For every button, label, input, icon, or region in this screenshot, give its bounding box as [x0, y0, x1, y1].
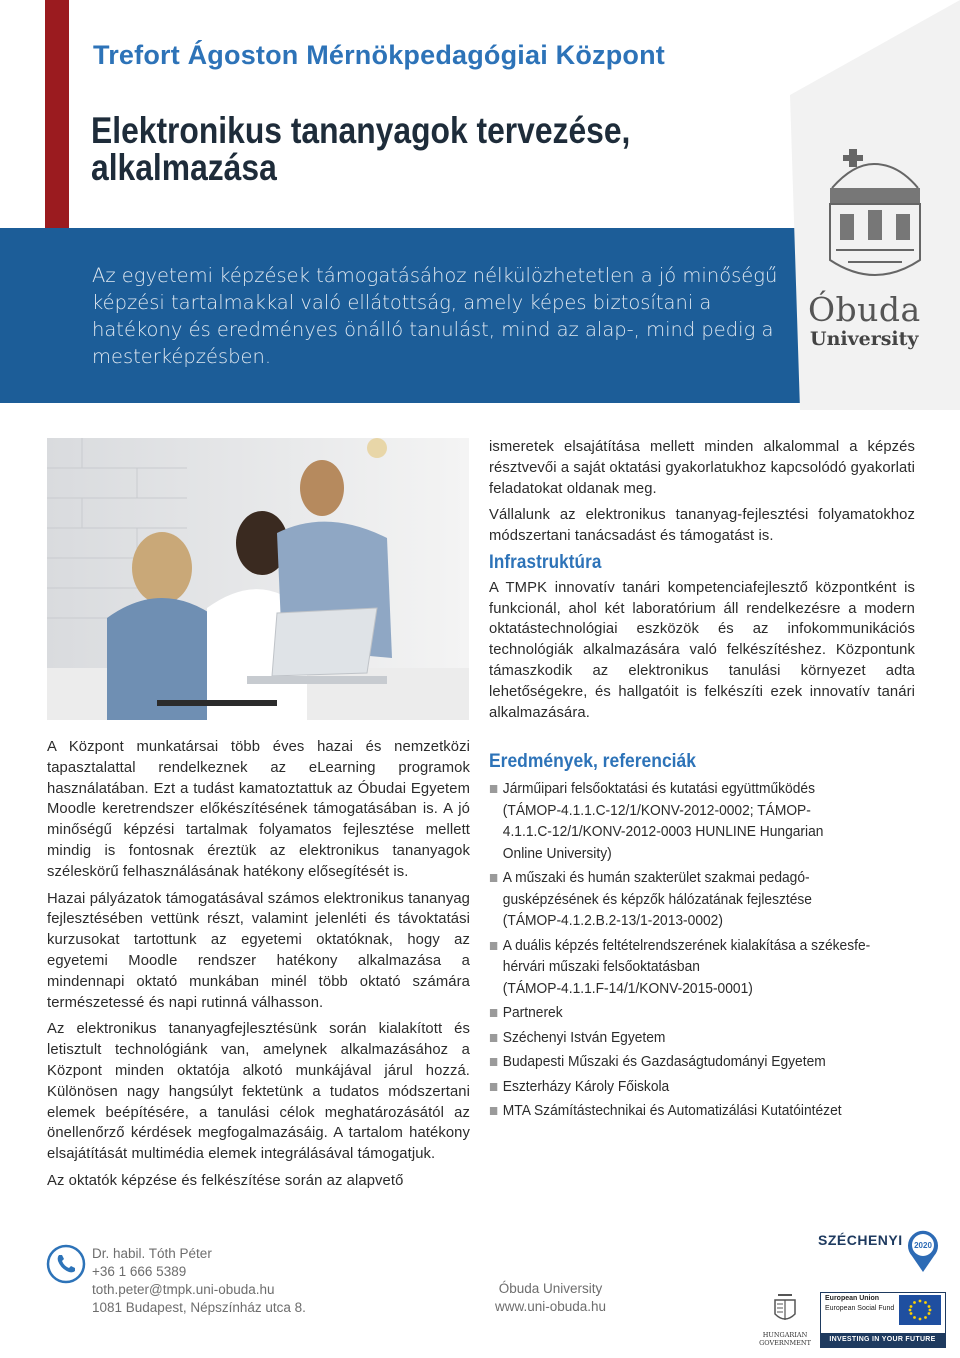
square-bullet-icon — [490, 785, 497, 793]
paragraph: Az oktatók képzése és felkészítése során az alapvető — [47, 1172, 404, 1189]
list-item: Budapesti Műszaki és Gazdaságtudományi Egyetem — [489, 1051, 894, 1073]
list-item: MTA Számítástechnikai és Automatizálási Kutatóintézet — [489, 1100, 894, 1122]
contact-email[interactable]: toth.peter@tmpk.uni-obuda.hu — [92, 1282, 275, 1297]
contact-phone[interactable]: +36 1 666 5389 — [92, 1264, 187, 1279]
list-item: A műszaki és humán szakterület szakmai pedagó- gusképzésének és képzők hálózatának fejlesztése (TÁMOP-4.1.2.B.2-13/1-2013-0002) — [489, 867, 894, 932]
university-website-link[interactable]: www.uni-obuda.hu — [494, 1299, 607, 1314]
university-name: Óbuda University — [498, 1281, 603, 1296]
contact-block — [92, 1245, 306, 1317]
right-column — [489, 437, 915, 729]
phone-icon — [46, 1244, 86, 1284]
square-bullet-icon — [490, 1083, 497, 1091]
eu-flag-icon — [899, 1295, 941, 1330]
logo-wordmark-obuda: Óbuda — [808, 290, 921, 329]
paragraph: Az elektronikus tananyagfejlesztésünk során kialakított és letisztult technológiánk van, amelynek alkalmazásához a Központ minden oktatója alkotó munkájával járul hozzá. Különösen nagy hangsúlyt fektetünk a tudatos módszertani elemek beépítésére, a tanulási célok meghatározásától az önellenőrző kérdések megfogalmazásáig. A tartalom hatékony elsajátítását multimédia elemek integrálásával támogatjuk. — [47, 1021, 470, 1163]
square-bullet-icon — [490, 874, 497, 882]
document-title — [91, 112, 641, 186]
list-item: Partnerek — [489, 1002, 894, 1024]
list-item: Széchenyi István Egyetem — [489, 1027, 894, 1049]
contact-name: Dr. habil. Tóth Péter — [92, 1246, 212, 1261]
paragraph: A TMPK innovatív tanári kompetenciafejlesztő központként is funkcionál, ahol két laboratórium áll rendelkezésre a modern oktatástechnológiai eszközök és az infokommunikációs technológiák alkalmazására való felkészítéshez. Központunk támaszkodik az elektronikus tanulási környezet adta lehetőségekre, és hallgatóit is felkészíti ezek innovatív tanári alkalmazására. — [489, 579, 915, 721]
contact-address: 1081 Budapest, Népszínház utca 8. — [92, 1300, 306, 1315]
square-bullet-icon — [490, 942, 497, 950]
list-item: A duális képzés feltételrendszerének kialakítása a székesfe- hérvári műszaki felsőoktatásban (TÁMOP-4.1.1.F-14/1/KONV-2015-0001) — [489, 935, 894, 1000]
government-line1: HUNGARIAN — [762, 1331, 808, 1339]
hungarian-coat-of-arms-icon — [772, 1290, 798, 1326]
paragraph: ismeretek elsajátítása mellett minden alkalommal a képzés résztvevői a saját oktatási gyakorlatukhoz kapcsolódó gyakorlati feladatokat oldanak meg. — [489, 439, 915, 497]
results-heading: Eredmények, referenciák — [489, 751, 696, 772]
government-line2: GOVERNMENT — [759, 1339, 811, 1347]
references-list — [489, 778, 929, 1125]
infrastructure-heading: Infrastruktúra — [489, 551, 602, 573]
organization-title: Trefort Ágoston Mérnökpedagógiai Központ — [93, 40, 665, 70]
paragraph: Vállalunk az elektronikus tananyag-fejlesztési folyamatokhoz módszertani tanácsadást és támogatást is. — [489, 507, 915, 545]
list-item: Járműipari felsőoktatási és kutatási együttműködés (TÁMOP-4.1.1.C-12/1/KONV-2012-0002; TÁMOP- 4.1.1.C-12/1/KONV-2012-0003 HUNLINE Hungarian Online University) — [489, 778, 894, 864]
square-bullet-icon — [490, 1009, 497, 1017]
eu-fund-name: European Social Fund — [825, 1305, 895, 1312]
list-item: Eszterházy Károly Főiskola — [489, 1076, 894, 1098]
svg-text:2020: 2020 — [914, 1241, 932, 1250]
eu-investing-banner: INVESTING IN YOUR FUTURE — [820, 1333, 945, 1347]
document-title-line2: alkalmazása — [91, 147, 277, 188]
logo-wordmark-university: University — [810, 328, 919, 350]
eu-title: European Union — [825, 1295, 880, 1302]
szechenyi-logo-text: SZÉCHENYI — [818, 1232, 903, 1248]
intro-text: Az egyetemi képzések támogatásához nélkülözhetetlen a jó minőségű képzési tartalmakkal való ellátottság, amely képes biztosítani a hatékony és eredményes önálló tanulást, mind az alap-, mind pedig a mesterképzésben. — [92, 264, 778, 368]
square-bullet-icon — [490, 1107, 497, 1115]
university-footer — [483, 1280, 618, 1316]
team-at-laptop-photo — [47, 438, 469, 720]
square-bullet-icon — [490, 1058, 497, 1066]
hungarian-government-logo — [756, 1290, 814, 1347]
square-bullet-icon — [490, 1034, 497, 1042]
paragraph: Hazai pályázatok támogatásával számos elektronikus tananyag fejlesztésében vettünk részt, valamint jelenléti és távoktatási kurzusokat tartottunk az egyetemi oktatóknak, hogy az egyetemi Moodle rendszer hatékony alkalmazása a mindennapi oktató munkában minél több oktató számára természetessé és napi rutinná válhasson. — [47, 890, 470, 1011]
document-title-line1: Elektronikus tananyagok tervezése, — [91, 110, 631, 151]
left-column — [47, 737, 470, 1198]
paragraph: A Központ munkatársai több éves hazai és nemzetközi tapasztalattal rendelkeznek az eLearning programok használatában. Ezt a tudást kamatoztattuk az Óbudai Egyetem Moodle keretrendszer előkészítésének támogatásában is. A jó minőségű képzési tartalmak folyamatos fejlesztése mellett mindig is fontosnak éreztük az elektronikus tananyagok széleskörű felhasználásának hatékony elősegítését is. — [47, 739, 470, 880]
szechenyi-2020-badge-icon — [906, 1228, 940, 1279]
